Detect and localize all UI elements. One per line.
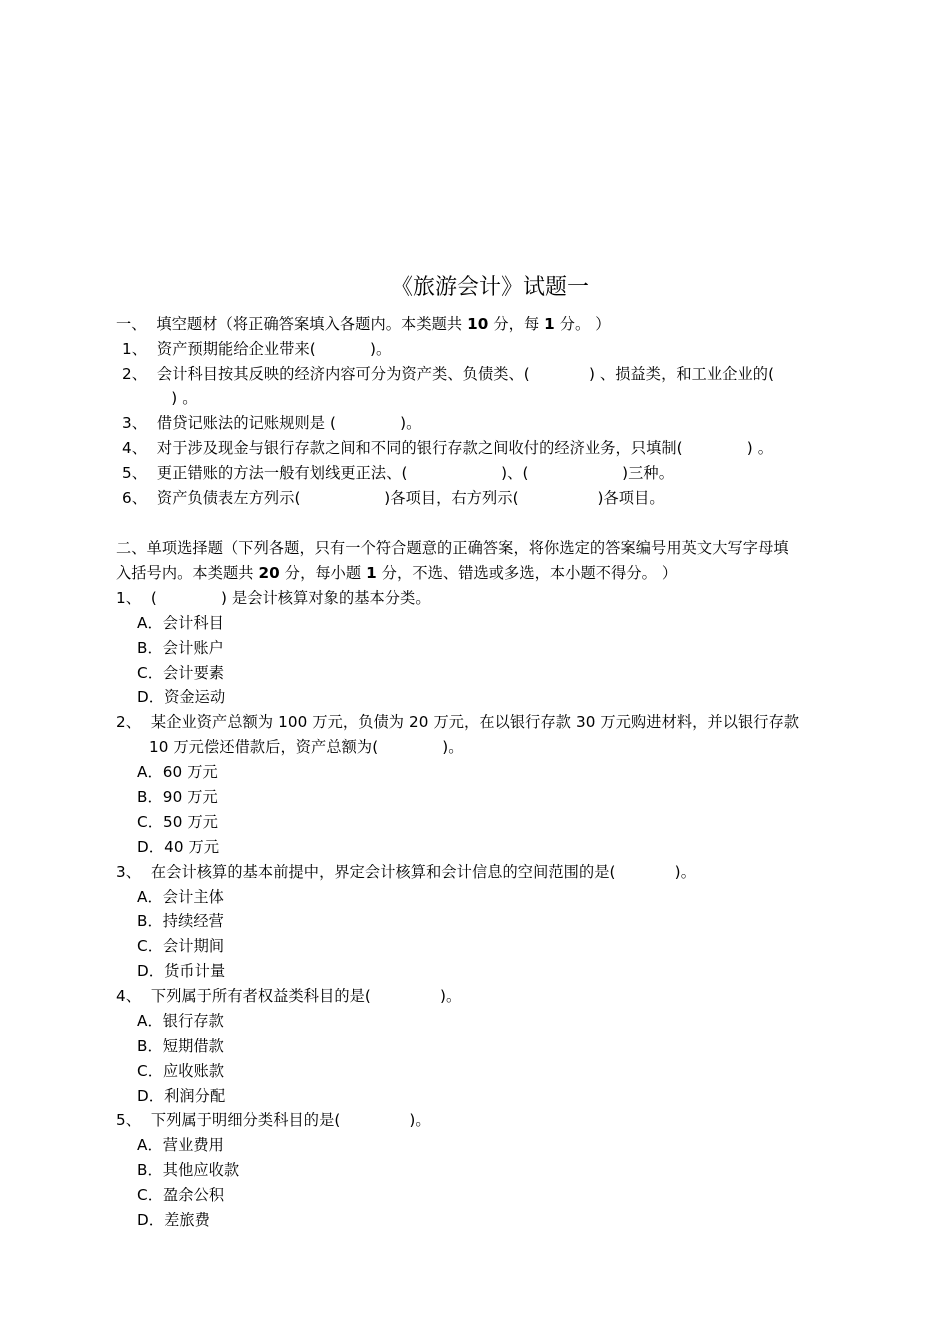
fill-item-1: 1、 资产预期能给企业带来( )。 xyxy=(122,340,392,358)
question-1-option-a: A．会计科目 xyxy=(137,614,224,632)
fill-item-5: 5、 更正错账的方法一般有划线更正法、( )、( )三种。 xyxy=(122,464,675,482)
fill-item-3: 3、 借贷记账法的记账规则是 ( )。 xyxy=(122,414,422,432)
question-2-option-b: B．90 万元 xyxy=(137,788,218,806)
question-5-option-b: B．其他应收款 xyxy=(137,1161,240,1179)
question-4-option-b: B．短期借款 xyxy=(137,1037,224,1055)
question-1-option-d: D．资金运动 xyxy=(137,688,226,706)
fill-item-2: 2、 会计科目按其反映的经济内容可分为资产类、负债类、( ) 、损益类，和工业企业的( xyxy=(122,365,775,383)
section2-heading: 二、单项选择题（下列各题，只有一个符合题意的正确答案，将你选定的答案编号用英文大写字母填 xyxy=(116,539,789,557)
question-5-option-a: A．营业费用 xyxy=(137,1136,224,1154)
question-5-option-c: C．盈余公积 xyxy=(137,1186,225,1204)
question-3-option-a: A．会计主体 xyxy=(137,888,224,906)
question-4-stem: 4、 下列属于所有者权益类科目的是( )。 xyxy=(116,987,462,1005)
section2-heading-cont: 入括号内。本类题共 20 分，每小题 1 分，不选、错选或多选，本小题不得分。 ） xyxy=(116,564,678,582)
fill-item-4: 4、 对于涉及现金与银行存款之间和不同的银行存款之间收付的经济业务，只填制( ) 。 xyxy=(122,439,774,457)
question-5-stem: 5、 下列属于明细分类科目的是( )。 xyxy=(116,1111,431,1129)
fill-item-2-cont: ) 。 xyxy=(122,389,198,407)
fill-item-6: 6、 资产负债表左方列示( )各项目，右方列示( )各项目。 xyxy=(122,489,665,507)
question-2-option-d: D．40 万元 xyxy=(137,838,220,856)
question-3-option-c: C．会计期间 xyxy=(137,937,225,955)
question-3-option-b: B．持续经营 xyxy=(137,912,224,930)
question-2-option-c: C．50 万元 xyxy=(137,813,219,831)
page-title: 《旅游会计》试题一 xyxy=(390,275,589,300)
question-5-option-d: D．差旅费 xyxy=(137,1211,210,1229)
question-4-option-c: C．应收账款 xyxy=(137,1062,225,1080)
question-2-stem-cont: 10 万元偿还借款后，资产总额为( )。 xyxy=(149,738,464,756)
section1-heading: 一、 填空题材（将正确答案填入各题内。本类题共 10 分，每 1 分。 ） xyxy=(116,315,611,333)
question-1-stem: 1、 ( ) 是会计核算对象的基本分类。 xyxy=(116,589,431,607)
question-2-stem: 2、 某企业资产总额为 100 万元，负债为 20 万元，在以银行存款 30 万元购进材料，并以银行存款 xyxy=(116,713,800,731)
question-3-stem: 3、 在会计核算的基本前提中，界定会计核算和会计信息的空间范围的是( )。 xyxy=(116,863,696,881)
question-4-option-a: A．银行存款 xyxy=(137,1012,224,1030)
question-2-option-a: A．60 万元 xyxy=(137,763,218,781)
question-1-option-c: C．会计要素 xyxy=(137,664,225,682)
question-1-option-b: B．会计账户 xyxy=(137,639,224,657)
question-4-option-d: D．利润分配 xyxy=(137,1087,226,1105)
question-3-option-d: D．货币计量 xyxy=(137,962,226,980)
